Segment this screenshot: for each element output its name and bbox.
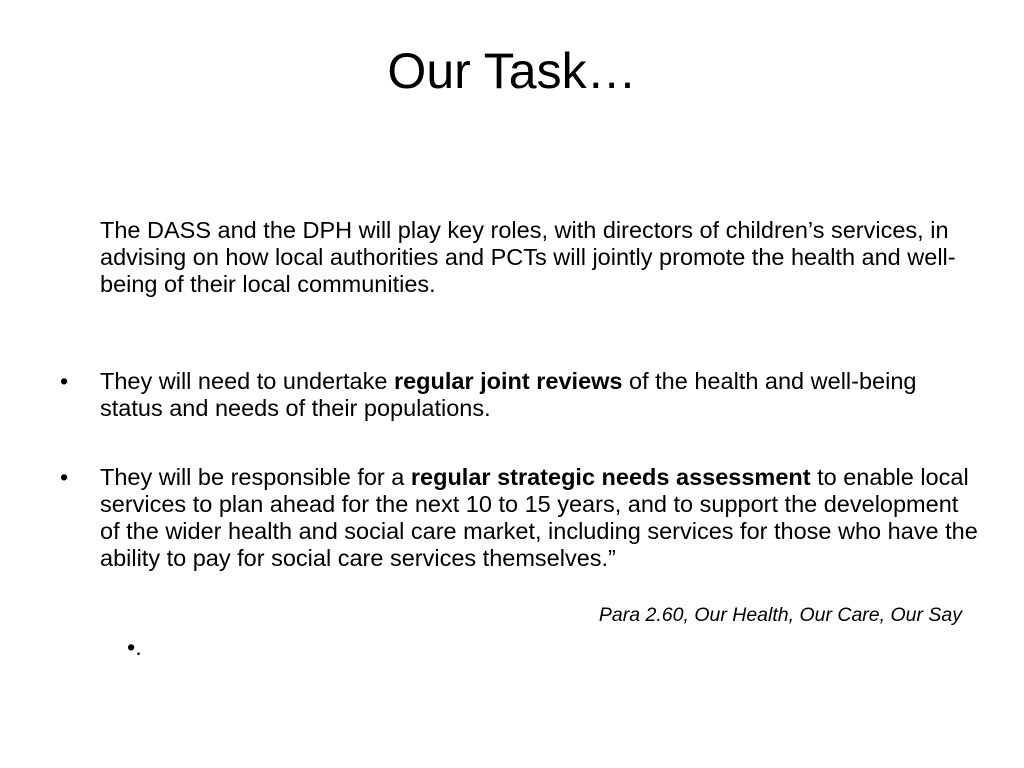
bullet-text-emphasis: regular joint reviews [393,368,623,394]
trailing-bullet-text: . [135,634,142,660]
bullet-marker: • [60,368,69,394]
bullet-text-emphasis: regular strategic needs assessment [410,464,811,490]
bullet-point-joint-reviews [60,368,980,422]
bullet-marker: • [60,464,69,490]
bullet-point-needs-assessment [60,464,980,572]
bullet-text-before: They will need to undertake [100,368,394,394]
bullet-text-before: They will be responsible for a [100,464,411,490]
trailing-bullet [127,634,142,661]
slide-title: Our Task… [387,43,637,99]
bullet-text-after: of the health and well-being status and needs of their populations. [100,368,917,421]
bullet-text-after: to enable local services to plan ahead for the next 10 to 15 years, and to support the development of the wider health and social care market, including services for those who have the ability to pay for social care services themselves.” [100,464,978,571]
intro-paragraph: The DASS and the DPH will play key roles, with directors of children’s services, in advising on how local authorities and PCTs will jointly promote the health and well-being of their local communities. [100,217,956,297]
source-citation: Para 2.60, Our Health, Our Care, Our Say [598,604,962,626]
bullet-marker: • [127,634,136,660]
